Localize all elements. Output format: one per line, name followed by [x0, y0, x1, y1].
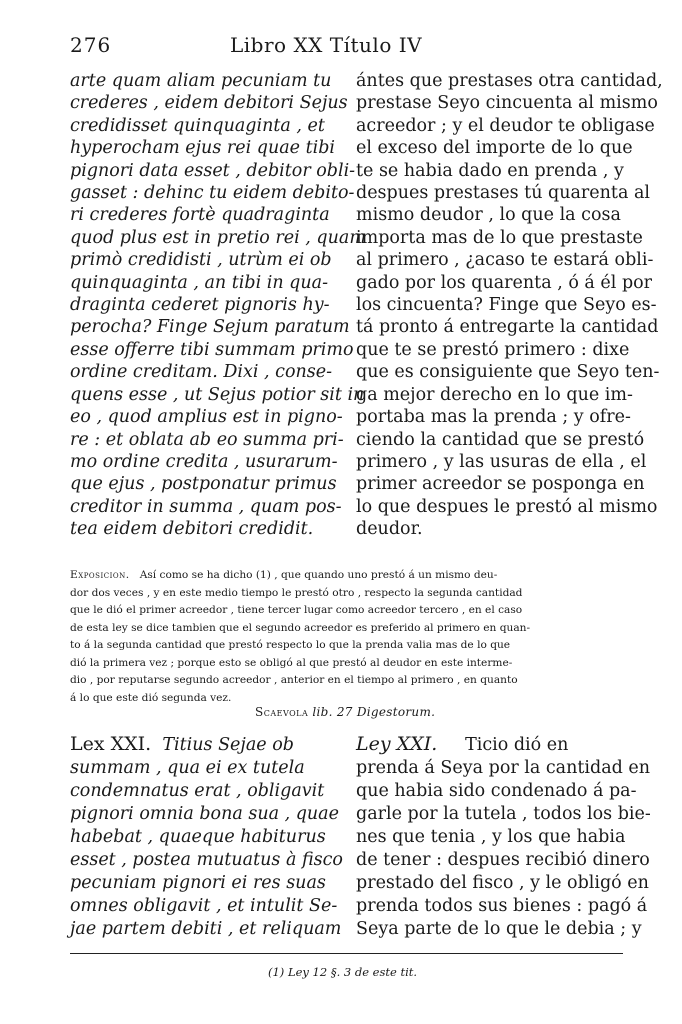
ley-line: Ticio dió en: [465, 735, 569, 755]
source-author: Scaevola: [255, 705, 309, 719]
spanish-line: primer acreedor se posponga en: [356, 474, 645, 495]
lex-line: pignori omnia bona sua , quae: [70, 804, 339, 824]
spanish-line: deudor.: [356, 519, 423, 540]
exposition-label: Exposicion.: [70, 569, 130, 581]
exposition-line: de esta ley se dice tambien que el segundo acreedor es preferido al primero en quan-: [70, 621, 531, 634]
spanish-line: tá pronto á entregarte la cantidad: [356, 317, 659, 338]
exposition-line: dio , por reputarse segundo acreedor , anterior en el tiempo al primero , en quanto: [70, 674, 518, 686]
spanish-line: prestase Seyo cincuenta al mismo: [356, 93, 658, 114]
latin-line: primò credidisti , utrùm ei ob: [70, 250, 332, 271]
latin-line: mo ordine credita , usurarum-: [70, 451, 338, 472]
latin-line: perocha? Finge Sejum paratum: [70, 317, 350, 338]
spanish-line: portaba mas la prenda ; y ofre-: [356, 407, 631, 428]
exposition-line: que le dió el primer acreedor , tiene tercer lugar como acreedor tercero , en el caso: [70, 604, 523, 616]
lex-line: esset , postea mutuatus à fisco: [70, 850, 343, 870]
source-citation: [255, 705, 435, 719]
lex-column: [70, 733, 345, 941]
spanish-line: los cincuenta? Finge que Seyo es-: [356, 295, 657, 316]
ley-line: que habia sido condenado á pa-: [356, 781, 637, 801]
lex-line: Titius Sejae ob: [162, 735, 294, 755]
lex-line: jae partem debiti , et reliquam: [70, 919, 342, 939]
latin-line: ordine creditam. Dixi , conse-: [70, 362, 333, 383]
latin-line: que ejus , postponatur primus: [70, 474, 337, 495]
spanish-line: acreedor ; y el deudor te obligase: [356, 115, 655, 136]
latin-line: creditor in summa , quam pos-: [70, 496, 342, 517]
spanish-line: primero , y las usuras de ella , el: [356, 451, 647, 472]
spanish-line: despues prestases tú quarenta al: [356, 183, 650, 204]
ley-line: prenda á Seya por la cantidad en: [356, 758, 651, 778]
latin-line: quinquaginta , an tibi in qua-: [70, 272, 328, 293]
ley-line: nes que tenia , y los que habia: [356, 827, 626, 847]
latin-line: eo , quod amplius est in pigno-: [70, 407, 343, 428]
lex-line: habebat , quaeque habiturus: [70, 827, 326, 847]
spanish-line: gado por los quarenta , ó á él por: [356, 272, 653, 293]
ley-line: de tener : despues recibió dinero: [356, 850, 650, 870]
exposition-line: dor dos veces , y en este medio tiempo le prestó otro , respecto la segunda cantidad: [70, 586, 523, 599]
ley-column: [356, 733, 651, 941]
latin-line: hyperocham ejus rei quae tibi: [70, 138, 336, 159]
latin-line: quens esse , ut Sejus potior sit in: [70, 384, 365, 405]
ley-line: Seya parte de lo que le debia ; y: [356, 919, 642, 939]
spanish-line: ántes que prestases otra cantidad,: [356, 71, 663, 91]
latin-line: arte quam aliam pecuniam tu: [70, 71, 332, 91]
lex-line: pecuniam pignori ei res suas: [70, 873, 326, 893]
spanish-line: que te se prestó primero : dixe: [356, 339, 630, 360]
lex-line: summam , qua ei ex tutela: [70, 758, 305, 778]
spanish-line: importa mas de lo que prestaste: [356, 227, 643, 248]
spanish-line: que es consiguiente que Seyo ten-: [356, 362, 660, 383]
exposition-line: dió la primera vez ; porque esto se obligó al que prestó al deudor en este interme-: [70, 656, 513, 669]
exposition-line: to á la segunda cantidad que prestó respecto lo que la prenda valia mas de lo que: [70, 639, 511, 651]
latin-line: gasset : dehinc tu eidem debito-: [70, 183, 355, 204]
latin-line: quod plus est in pretio rei , quam: [70, 227, 366, 248]
spanish-line: ga mejor derecho en lo que im-: [356, 384, 633, 405]
spanish-line: al primero , ¿acaso te estará obli-: [356, 250, 654, 271]
latin-line: crederes , eidem debitori Sejus: [70, 93, 348, 114]
latin-line: esse offerre tibi summam primo: [70, 339, 354, 360]
latin-line: credidisset quinquaginta , et: [70, 115, 325, 136]
lex-line: condemnatus erat , obligavit: [70, 781, 325, 801]
source-ref: lib. 27 Digestorum.: [312, 705, 436, 719]
lex-line: omnes obligavit , et intulit Se-: [70, 896, 338, 916]
ley-line: prenda todos sus bienes : pagó á: [356, 896, 648, 916]
spanish-column: [356, 70, 663, 541]
footnote: (1) Ley 12 §. 3 de este tit.: [268, 965, 418, 979]
latin-line: tea eidem debitori credidit.: [70, 519, 314, 540]
spanish-line: el exceso del importe de lo que: [356, 138, 633, 159]
latin-column: [70, 70, 366, 541]
ley-line: garle por la tutela , todos los bie-: [356, 804, 651, 824]
latin-line: ri crederes fortè quadraginta: [70, 205, 330, 226]
ley-heading: Ley XXI.: [356, 733, 438, 755]
spanish-line: lo que despues le prestó al mismo: [356, 496, 658, 517]
running-head: Libro XX Título IV: [230, 33, 423, 57]
latin-line: pignori data esset , debitor obli-: [70, 160, 356, 181]
ley-line: prestado del fisco , y le obligó en: [356, 873, 649, 893]
exposition-line: á lo que este dió segunda vez.: [70, 691, 232, 704]
footnote-rule: [70, 953, 623, 954]
spanish-line: te se habia dado en prenda , y: [356, 160, 624, 181]
latin-line: re : et oblata ab eo summa pri-: [70, 429, 344, 450]
exposition: [70, 567, 620, 707]
lex-heading: Lex XXI.: [70, 733, 152, 755]
exposition-line: Así como se ha dicho (1) , que quando uno prestó á un mismo deu-: [139, 569, 498, 581]
spanish-line: mismo deudor , lo que la cosa: [356, 205, 621, 226]
latin-line: draginta cederet pignoris hy-: [70, 295, 330, 316]
spanish-line: ciendo la cantidad que se prestó: [356, 429, 645, 450]
page-number: 276: [70, 33, 112, 57]
